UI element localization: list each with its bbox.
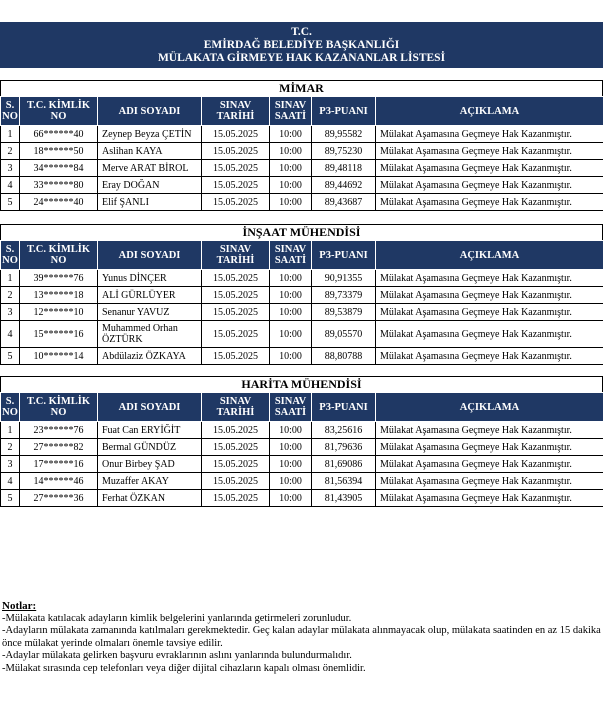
table-row bbox=[1, 348, 603, 365]
row-description: Mülakat Aşamasına Geçmeye Hak Kazanmıştır. bbox=[376, 194, 603, 211]
row-tc-no: 17******16 bbox=[20, 456, 98, 473]
row-exam-date: 15.05.2025 bbox=[202, 177, 270, 194]
row-score: 81,43905 bbox=[312, 490, 376, 507]
row-exam-date: 15.05.2025 bbox=[202, 321, 270, 348]
row-exam-date: 15.05.2025 bbox=[202, 160, 270, 177]
col-header-no-l1: S. bbox=[5, 100, 15, 111]
table-header-row bbox=[1, 393, 603, 422]
row-name: ALİ GÜRLÜYER bbox=[98, 287, 202, 304]
row-name: Yunus DİNÇER bbox=[98, 270, 202, 287]
col-header-time bbox=[270, 97, 312, 126]
row-description: Mülakat Aşamasına Geçmeye Hak Kazanmıştır. bbox=[376, 177, 603, 194]
row-exam-date: 15.05.2025 bbox=[202, 473, 270, 490]
row-name: Eray DOĞAN bbox=[98, 177, 202, 194]
row-description: Mülakat Aşamasına Geçmeye Hak Kazanmıştır. bbox=[376, 348, 603, 365]
row-exam-time: 10:00 bbox=[270, 321, 312, 348]
table-row bbox=[1, 287, 603, 304]
table-row bbox=[1, 270, 603, 287]
note-item: -Mülakat sırasında cep telefonları veya diğer dijital cihazların kapalı olması önemlidir. bbox=[2, 662, 366, 674]
row-tc-no: 27******82 bbox=[20, 439, 98, 456]
row-exam-time: 10:00 bbox=[270, 287, 312, 304]
row-score: 89,43687 bbox=[312, 194, 376, 211]
row-number: 5 bbox=[1, 348, 20, 365]
note-item: -Adayların mülakata zamanında katılmaları gerekmektedir. Geç kalan adaylar mülakata alınmayacak olup, mülakata saatinden en az 15 dakika önce mülakat yerinde olmaları önemle tavsiye edilir. bbox=[2, 625, 601, 649]
row-description: Mülakat Aşamasına Geçmeye Hak Kazanmıştır. bbox=[376, 422, 603, 439]
row-description: Mülakat Aşamasına Geçmeye Hak Kazanmıştır. bbox=[376, 160, 603, 177]
row-exam-time: 10:00 bbox=[270, 143, 312, 160]
row-name: Abdülaziz ÖZKAYA bbox=[98, 348, 202, 365]
row-tc-no: 34******84 bbox=[20, 160, 98, 177]
row-exam-date: 15.05.2025 bbox=[202, 304, 270, 321]
col-header-time-l2: SAATİ bbox=[274, 255, 307, 266]
row-name: Muzaffer AKAY bbox=[98, 473, 202, 490]
row-exam-date: 15.05.2025 bbox=[202, 456, 270, 473]
row-exam-date: 15.05.2025 bbox=[202, 490, 270, 507]
col-header-tc-l1: T.C. KİMLİK bbox=[26, 244, 91, 255]
col-header-tc-l1: T.C. KİMLİK bbox=[26, 100, 91, 111]
row-score: 89,48118 bbox=[312, 160, 376, 177]
col-header-tc-l1: T.C. KİMLİK bbox=[26, 396, 91, 407]
table-row bbox=[1, 160, 603, 177]
row-number: 5 bbox=[1, 194, 20, 211]
row-name: Ferhat ÖZKAN bbox=[98, 490, 202, 507]
col-header-date-l1: SINAV bbox=[219, 396, 252, 407]
col-header-no-l1: S. bbox=[5, 244, 15, 255]
row-description: Mülakat Aşamasına Geçmeye Hak Kazanmıştır. bbox=[376, 304, 603, 321]
row-score: 89,73379 bbox=[312, 287, 376, 304]
row-exam-time: 10:00 bbox=[270, 456, 312, 473]
section-harita-muhendisi bbox=[0, 376, 603, 507]
row-name: Muhammed Orhan ÖZTÜRK bbox=[98, 321, 202, 348]
row-name: Bermal GÜNDÜZ bbox=[98, 439, 202, 456]
row-name: Fuat Can ERYİĞİT bbox=[98, 422, 202, 439]
table-row bbox=[1, 143, 603, 160]
row-score: 83,25616 bbox=[312, 422, 376, 439]
row-description: Mülakat Aşamasına Geçmeye Hak Kazanmıştır. bbox=[376, 270, 603, 287]
section-insaat-muhendisi bbox=[0, 224, 603, 365]
col-header-description: AÇIKLAMA bbox=[376, 393, 603, 422]
col-header-tc-l2: NO bbox=[50, 407, 67, 418]
col-header-date-l1: SINAV bbox=[219, 244, 252, 255]
row-number: 2 bbox=[1, 439, 20, 456]
row-name: Zeynep Beyza ÇETİN bbox=[98, 126, 202, 143]
table-row bbox=[1, 126, 603, 143]
row-exam-date: 15.05.2025 bbox=[202, 348, 270, 365]
header-line-list-title: MÜLAKATA GİRMEYE HAK KAZANANLAR LİSTESİ bbox=[157, 52, 446, 64]
row-score: 81,56394 bbox=[312, 473, 376, 490]
col-header-score: P3-PUANI bbox=[312, 393, 376, 422]
row-score: 88,80788 bbox=[312, 348, 376, 365]
row-tc-no: 66******40 bbox=[20, 126, 98, 143]
row-number: 4 bbox=[1, 473, 20, 490]
col-header-tc-l2: NO bbox=[50, 111, 67, 122]
col-header-time bbox=[270, 241, 312, 270]
header-line-institution: EMİRDAĞ BELEDİYE BAŞKANLIĞI bbox=[203, 39, 400, 51]
header-line-tc: T.C. bbox=[291, 26, 312, 38]
col-header-time-l1: SINAV bbox=[274, 244, 307, 255]
row-exam-time: 10:00 bbox=[270, 194, 312, 211]
row-tc-no: 12******10 bbox=[20, 304, 98, 321]
row-exam-date: 15.05.2025 bbox=[202, 439, 270, 456]
row-number: 4 bbox=[1, 177, 20, 194]
row-exam-date: 15.05.2025 bbox=[202, 422, 270, 439]
section-title: İNŞAAT MÜHENDİSİ bbox=[0, 224, 603, 240]
col-header-name: ADI SOYADI bbox=[98, 97, 202, 126]
table-row bbox=[1, 177, 603, 194]
col-header-description: AÇIKLAMA bbox=[376, 97, 603, 126]
table-row bbox=[1, 321, 603, 348]
section-title: HARİTA MÜHENDİSİ bbox=[0, 376, 603, 392]
row-exam-date: 15.05.2025 bbox=[202, 287, 270, 304]
row-tc-no: 10******14 bbox=[20, 348, 98, 365]
row-tc-no: 13******18 bbox=[20, 287, 98, 304]
row-description: Mülakat Aşamasına Geçmeye Hak Kazanmıştır. bbox=[376, 321, 603, 348]
row-number: 1 bbox=[1, 126, 20, 143]
row-number: 3 bbox=[1, 304, 20, 321]
row-exam-date: 15.05.2025 bbox=[202, 194, 270, 211]
row-score: 81,69086 bbox=[312, 456, 376, 473]
row-tc-no: 27******36 bbox=[20, 490, 98, 507]
col-header-time-l1: SINAV bbox=[274, 100, 307, 111]
notes-title: Notlar: bbox=[2, 600, 37, 612]
row-name: Onur Birbey ŞAD bbox=[98, 456, 202, 473]
row-tc-no: 39******76 bbox=[20, 270, 98, 287]
col-header-no bbox=[1, 393, 20, 422]
row-tc-no: 18******50 bbox=[20, 143, 98, 160]
row-exam-date: 15.05.2025 bbox=[202, 270, 270, 287]
row-score: 89,75230 bbox=[312, 143, 376, 160]
col-header-date bbox=[202, 241, 270, 270]
col-header-time bbox=[270, 393, 312, 422]
row-number: 3 bbox=[1, 456, 20, 473]
row-number: 2 bbox=[1, 287, 20, 304]
row-exam-time: 10:00 bbox=[270, 304, 312, 321]
col-header-no bbox=[1, 97, 20, 126]
row-name: Senanur YAVUZ bbox=[98, 304, 202, 321]
col-header-date-l2: TARİHİ bbox=[216, 255, 255, 266]
row-description: Mülakat Aşamasına Geçmeye Hak Kazanmıştır. bbox=[376, 439, 603, 456]
row-exam-time: 10:00 bbox=[270, 160, 312, 177]
col-header-name: ADI SOYADI bbox=[98, 241, 202, 270]
row-description: Mülakat Aşamasına Geçmeye Hak Kazanmıştır. bbox=[376, 456, 603, 473]
row-exam-time: 10:00 bbox=[270, 439, 312, 456]
col-header-tc bbox=[20, 393, 98, 422]
row-exam-time: 10:00 bbox=[270, 270, 312, 287]
row-exam-date: 15.05.2025 bbox=[202, 143, 270, 160]
row-score: 89,95582 bbox=[312, 126, 376, 143]
col-header-date bbox=[202, 97, 270, 126]
row-tc-no: 15******16 bbox=[20, 321, 98, 348]
col-header-time-l2: SAATİ bbox=[274, 111, 307, 122]
row-exam-date: 15.05.2025 bbox=[202, 126, 270, 143]
row-exam-time: 10:00 bbox=[270, 348, 312, 365]
table-row bbox=[1, 194, 603, 211]
col-header-no-l2: NO bbox=[2, 255, 18, 266]
row-name: Elif ŞANLI bbox=[98, 194, 202, 211]
col-header-tc bbox=[20, 97, 98, 126]
row-tc-no: 33******80 bbox=[20, 177, 98, 194]
table-header-row bbox=[1, 97, 603, 126]
col-header-no-l1: S. bbox=[5, 396, 15, 407]
row-score: 89,05570 bbox=[312, 321, 376, 348]
table-row bbox=[1, 490, 603, 507]
section-title: MİMAR bbox=[0, 80, 603, 96]
row-number: 4 bbox=[1, 321, 20, 348]
row-score: 90,91355 bbox=[312, 270, 376, 287]
col-header-tc-l2: NO bbox=[50, 255, 67, 266]
col-header-no bbox=[1, 241, 20, 270]
col-header-time-l2: SAATİ bbox=[274, 407, 307, 418]
row-tc-no: 24******40 bbox=[20, 194, 98, 211]
row-number: 3 bbox=[1, 160, 20, 177]
candidate-table bbox=[0, 392, 603, 507]
row-exam-time: 10:00 bbox=[270, 422, 312, 439]
table-row bbox=[1, 473, 603, 490]
table-row bbox=[1, 422, 603, 439]
row-description: Mülakat Aşamasına Geçmeye Hak Kazanmıştır. bbox=[376, 143, 603, 160]
row-description: Mülakat Aşamasına Geçmeye Hak Kazanmıştır. bbox=[376, 490, 603, 507]
row-exam-time: 10:00 bbox=[270, 490, 312, 507]
col-header-name: ADI SOYADI bbox=[98, 393, 202, 422]
candidate-table bbox=[0, 240, 603, 365]
row-number: 1 bbox=[1, 270, 20, 287]
col-header-date-l2: TARİHİ bbox=[216, 407, 255, 418]
col-header-date-l1: SINAV bbox=[219, 100, 252, 111]
note-item: -Mülakata katılacak adayların kimlik belgelerini yanlarında getirmeleri zorunludur. bbox=[2, 612, 352, 624]
col-header-no-l2: NO bbox=[2, 407, 18, 418]
document-header bbox=[0, 22, 603, 68]
row-exam-time: 10:00 bbox=[270, 177, 312, 194]
row-tc-no: 14******46 bbox=[20, 473, 98, 490]
candidate-table bbox=[0, 96, 603, 211]
col-header-description: AÇIKLAMA bbox=[376, 241, 603, 270]
row-number: 2 bbox=[1, 143, 20, 160]
notes-block bbox=[2, 600, 602, 675]
row-name: Merve ARAT BİROL bbox=[98, 160, 202, 177]
col-header-date bbox=[202, 393, 270, 422]
col-header-score: P3-PUANI bbox=[312, 241, 376, 270]
table-row bbox=[1, 456, 603, 473]
table-header-row bbox=[1, 241, 603, 270]
row-description: Mülakat Aşamasına Geçmeye Hak Kazanmıştır. bbox=[376, 126, 603, 143]
col-header-score: P3-PUANI bbox=[312, 97, 376, 126]
col-header-tc bbox=[20, 241, 98, 270]
col-header-no-l2: NO bbox=[2, 111, 18, 122]
row-description: Mülakat Aşamasına Geçmeye Hak Kazanmıştır. bbox=[376, 473, 603, 490]
col-header-time-l1: SINAV bbox=[274, 396, 307, 407]
row-number: 5 bbox=[1, 490, 20, 507]
row-exam-time: 10:00 bbox=[270, 473, 312, 490]
note-item: -Adaylar mülakata gelirken başvuru evraklarının aslını yanlarında bulundurmalıdır. bbox=[2, 650, 352, 661]
col-header-date-l2: TARİHİ bbox=[216, 111, 255, 122]
row-score: 89,44692 bbox=[312, 177, 376, 194]
row-exam-time: 10:00 bbox=[270, 126, 312, 143]
row-tc-no: 23******76 bbox=[20, 422, 98, 439]
table-row bbox=[1, 439, 603, 456]
row-score: 81,79636 bbox=[312, 439, 376, 456]
row-name: Aslihan KAYA bbox=[98, 143, 202, 160]
table-row bbox=[1, 304, 603, 321]
row-description: Mülakat Aşamasına Geçmeye Hak Kazanmıştır. bbox=[376, 287, 603, 304]
section-mimar bbox=[0, 80, 603, 211]
row-score: 89,53879 bbox=[312, 304, 376, 321]
row-number: 1 bbox=[1, 422, 20, 439]
